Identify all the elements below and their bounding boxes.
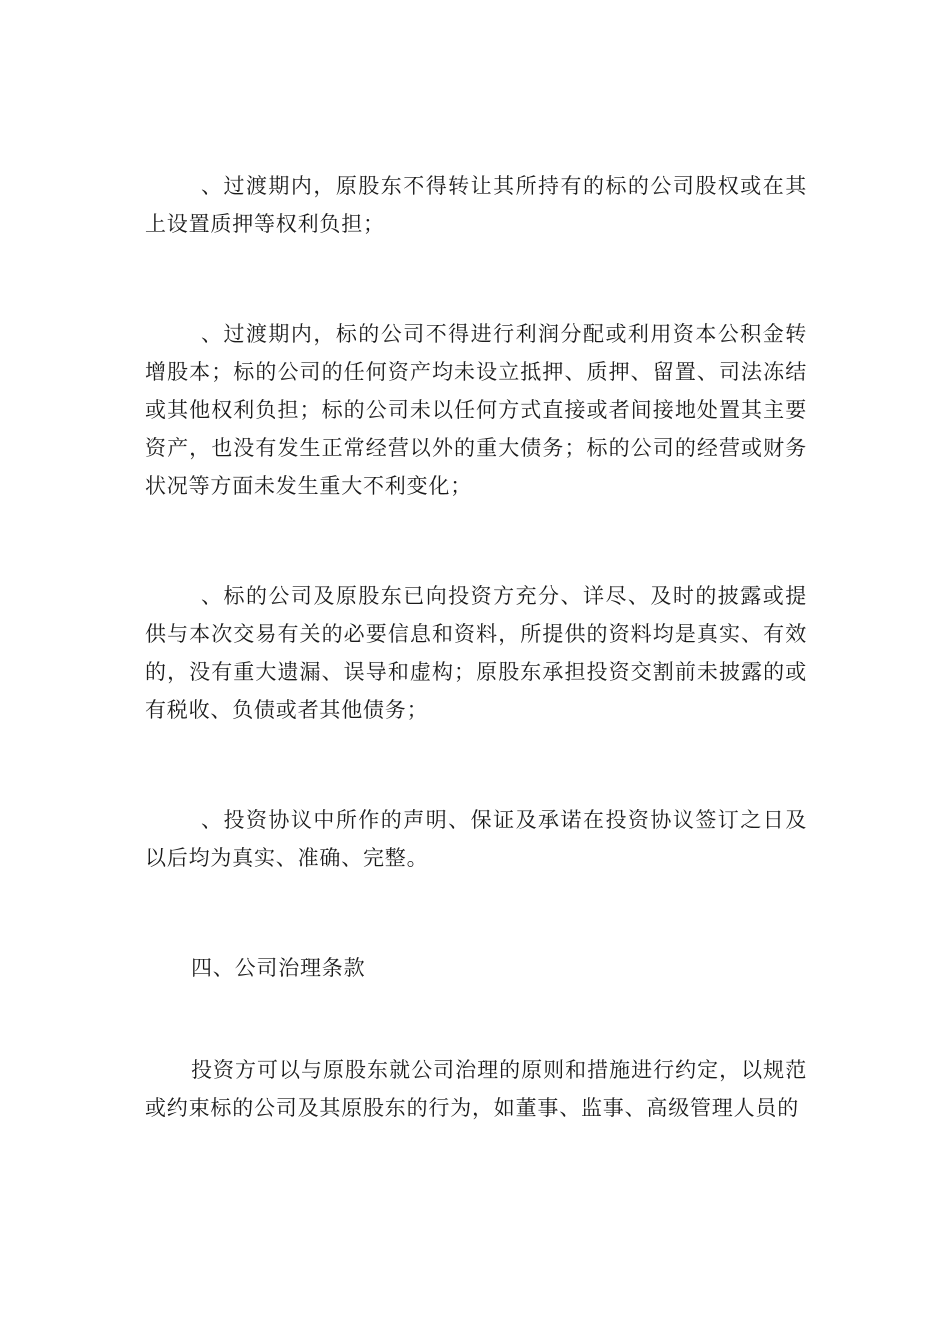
section-heading-governance: 四、公司治理条款 bbox=[191, 956, 366, 980]
paragraph-transition-profit-distribution: 、过渡期内，标的公司不得进行利润分配或利用资本公积金转增股本；标的公司的任何资产均未设立抵押、质押、留置、司法冻结或其他权利负担；标的公司未以任何方式直接或者间接地处置其主要资产，也没有发生正常经营以外的重大债务；标的公司的经营或财务状况等方面未发生重大不利变化； bbox=[145, 322, 807, 498]
paragraph-disclosure: 、标的公司及原股东已向投资方充分、详尽、及时的披露或提供与本次交易有关的必要信息和资料，所提供的资料均是真实、有效的，没有重大遗漏、误导和虚构；原股东承担投资交割前未披露的或有税收、负债或者其他债务； bbox=[145, 584, 807, 722]
paragraph-governance: 投资方可以与原股东就公司治理的原则和措施进行约定，以规范或约束标的公司及其原股东的行为，如董事、监事、高级管理人员的 bbox=[145, 1058, 807, 1120]
paragraph-representations: 、投资协议中所作的声明、保证及承诺在投资协议签订之日及以后均为真实、准确、完整。 bbox=[145, 808, 807, 870]
document-page bbox=[145, 167, 807, 1199]
paragraph-transition-share-transfer: 、过渡期内，原股东不得转让其所持有的标的公司股权或在其上设置质押等权利负担； bbox=[145, 174, 807, 236]
